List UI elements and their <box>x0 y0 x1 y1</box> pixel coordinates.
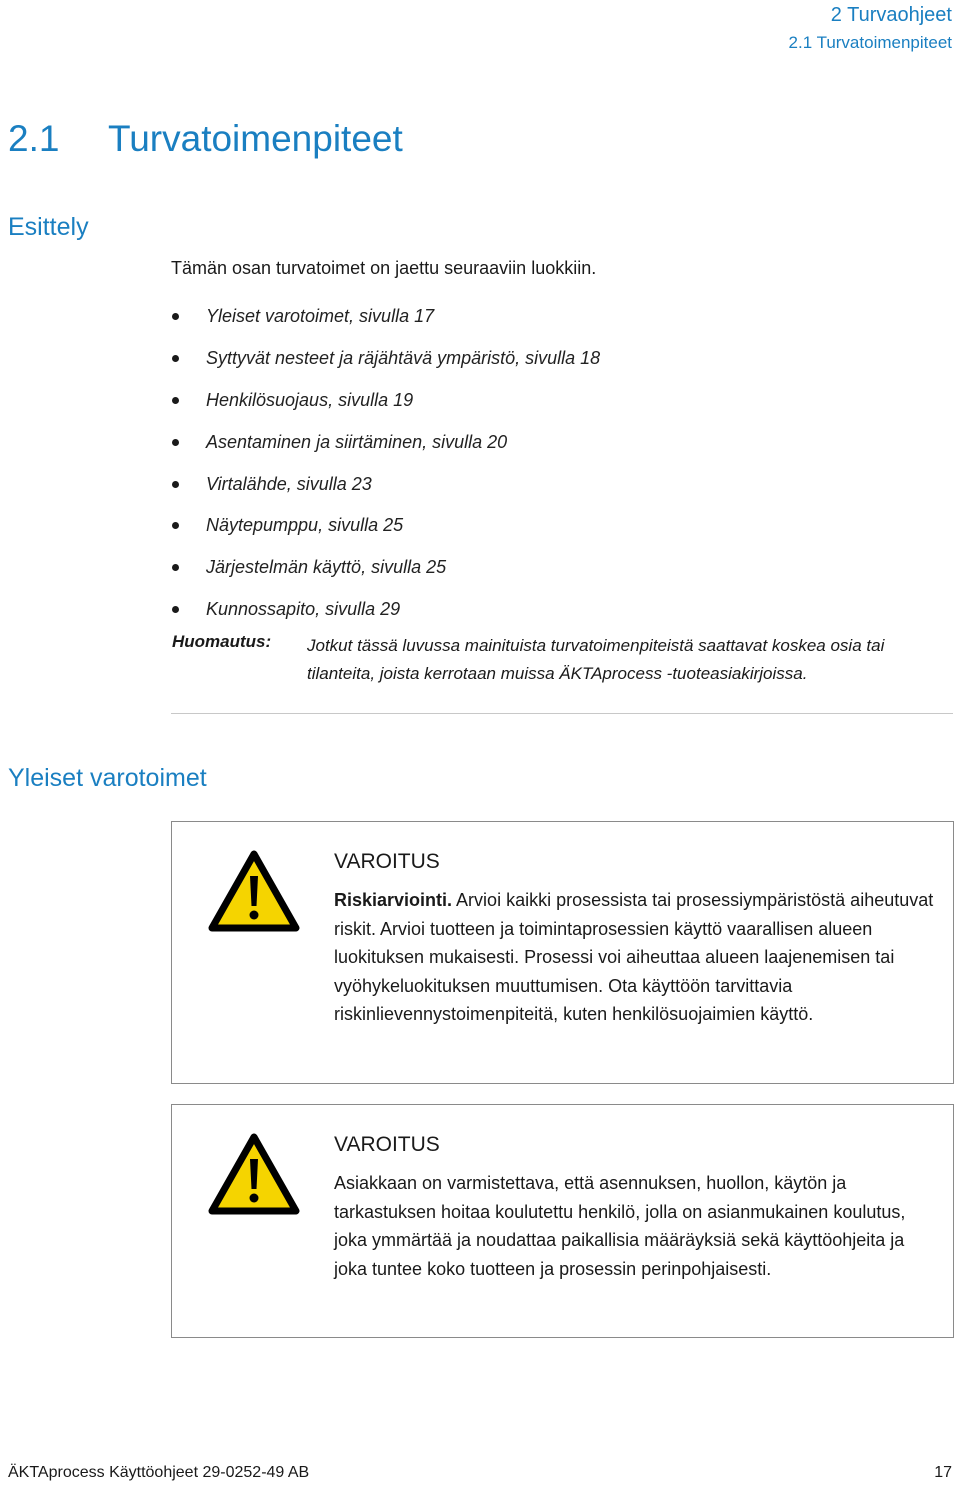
note-text: Jotkut tässä luvussa mainituista turvatoimenpiteistä saattavat koskea osia tai tilanteita, joista kerrotaan muissa ÄKTAprocess -tuoteasiakirjoissa. <box>307 636 885 683</box>
intro-heading: Esittely <box>8 213 89 241</box>
category-list <box>171 296 600 630</box>
divider <box>171 713 953 714</box>
warning-triangle-icon <box>208 1133 300 1215</box>
warning-triangle-icon <box>208 850 300 932</box>
warning-lead: Riskiarviointi. <box>334 890 453 910</box>
list-item-link[interactable]: Yleiset varotoimet, sivulla 17 <box>206 306 435 327</box>
list-item-link[interactable]: Henkilösuojaus, sivulla 19 <box>206 389 414 410</box>
list-item[interactable] <box>171 589 600 631</box>
section-title-text: Turvatoimenpiteet <box>108 118 403 159</box>
page-title <box>8 118 403 160</box>
list-item-link[interactable]: Järjestelmän käyttö, sivulla 25 <box>206 557 447 578</box>
list-item[interactable] <box>171 421 600 463</box>
list-item[interactable] <box>171 338 600 380</box>
bullet-icon <box>172 564 179 571</box>
list-item[interactable] <box>171 505 600 547</box>
list-item-link[interactable]: Virtalähde, sivulla 23 <box>206 473 372 494</box>
bullet-icon <box>172 397 179 404</box>
list-item[interactable] <box>171 296 600 338</box>
warning-text: Asiakkaan on varmistettava, että asennuksen, huollon, käytön ja tarkastuksen hoitaa koulutettu henkilö, jolla on asianmukainen koulutus, joka ymmärtää ja noudattaa paikallisia määräyksiä sekä käyttöohjeita ja joka tuntee koko tuotteen ja prosessin perinpohjaisesti. <box>334 1173 906 1279</box>
bullet-icon <box>172 439 179 446</box>
list-item-link[interactable]: Asentaminen ja siirtäminen, sivulla 20 <box>206 431 508 452</box>
list-item-link[interactable]: Näytepumppu, sivulla 25 <box>206 515 404 536</box>
warning-box <box>171 821 954 1084</box>
section-number: 2.1 <box>8 118 60 159</box>
bullet-icon <box>172 355 179 362</box>
bullet-icon <box>172 313 179 320</box>
note-label: Huomautus: <box>172 632 272 651</box>
list-item[interactable] <box>171 463 600 505</box>
intro-text: Tämän osan turvatoimet on jaettu seuraaviin luokkiin. <box>171 258 597 278</box>
chapter-header: 2 Turvaohjeet <box>830 4 952 26</box>
running-header <box>789 2 952 54</box>
page-number: 17 <box>934 1464 952 1481</box>
footer-document-title: ÄKTAprocess Käyttöohjeet 29-0252-49 AB <box>8 1464 310 1481</box>
bullet-icon <box>172 522 179 529</box>
warning-title: VAROITUS <box>334 850 440 873</box>
bullet-icon <box>172 606 179 613</box>
list-item-link[interactable]: Kunnossapito, sivulla 29 <box>206 598 401 619</box>
warning-title: VAROITUS <box>334 1133 440 1156</box>
warning-text <box>334 886 934 1029</box>
warning-body: Arvioi kaikki prosessista tai prosessiympäristöstä aiheutuvat riskit. Arvioi tuotteen ja toimintaprosessien käyttö vaarallisen alueen luokituksen mukaisesti. Prosessi voi aiheuttaa alueen laajenemisen tai vyöhykeluokituksen muuttumisen. Ota käyttöön tarvittavia riskinlievennystoimenpiteitä, kuten henkilösuojaimien käyttö. <box>334 890 934 1024</box>
list-item[interactable] <box>171 380 600 422</box>
bullet-icon <box>172 481 179 488</box>
list-item[interactable] <box>171 547 600 589</box>
section-header: 2.1 Turvatoimenpiteet <box>788 33 952 52</box>
list-item-link[interactable]: Syttyvät nesteet ja räjähtävä ympäristö, sivulla 18 <box>206 348 601 369</box>
warning-box <box>171 1104 954 1338</box>
general-precautions-heading: Yleiset varotoimet <box>8 764 207 792</box>
